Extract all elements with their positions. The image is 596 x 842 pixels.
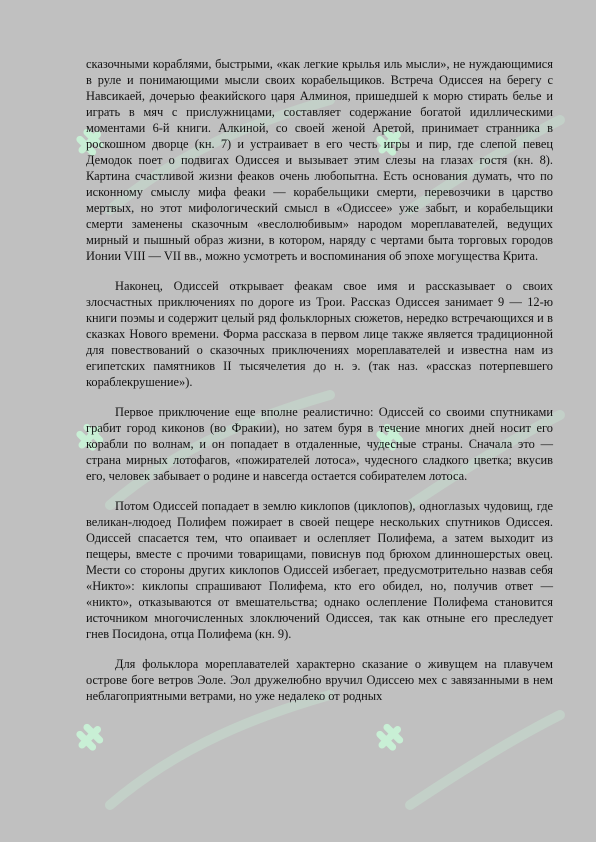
paragraph: Потом Одиссей попадает в землю киклопов (циклопов), одноглазых чудовищ, где великан-людоед Полифем пожирает в своей пещере нескольких спутников Одиссея. Одиссей спасается тем, что опаивает и ослепляет Полифема, а затем выходит из пещеры, вместе с прочими товарищами, повиснув под брюхом длинношерстых овец. Мести со стороны других киклопов Одиссей избегает, предусмотрительно назвав себя «Никто»: киклопы спрашивают Полифема, кто его обидел, но, получив ответ — «никто», отказываются от вмешательства; однако ослепление Полифема становится источником многочисленных злоключений Одиссея, так как отныне его преследует гнев Посидона, отца Полифема (кн. 9). [86,499,553,641]
watermark-mark-center-3 [376,723,404,751]
paragraph: сказочными кораблями, быстрыми, «как легкие крылья иль мысли», не нуждающимися в руле и понимающими мысли своих корабельщиков. Встреча Одиссея на берегу с Навсикаей, дочерью феакийского царя Алминоя, пришедшей к морю стирать белье и играть в мяч с прислужницами, составляет содержание богатой идиллическими моментами 6-й книги. Алкиной, со своей женой Аретой, принимает странника в роскошном дворце (кн. 7) и устраивает в его честь игры и пир, где слепой певец Демодок поет о подвигах Одиссея и вызывает этим слезы на глазах гостя (кн. 8). Картина счастливой жизни феаков очень любопытна. Есть основания думать, что по исконному смыслу мифа феаки — корабельщики смерти, перевозчики в царство мертвых, но этот мифологический смысл в «Одиссее» уже забыт, и корабельщики смерти заменены сказочным «веслолюбивым» народом мореплавателей, ведущих мирный и пышный образ жизни, в котором, наряду с чертами быта торговых городов Ионии VIII — VII вв., можно усмотреть и воспоминания об эпохе могущества Крита. [86,57,553,263]
watermark-swoosh-right-bot [410,715,560,805]
body-text [86,56,553,718]
watermark-mark-left-3 [76,723,104,751]
paragraph: Для фольклора мореплавателей характерно сказание о живущем на плавучем острове боге ветров Эоле. Эол дружелюбно вручил Одиссею мех с завязанными в нем неблагоприятными ветрами, но уже недалеко от родных [86,657,553,703]
paragraph: Первое приключение еще вполне реалистично: Одиссей со своими спутниками грабит город киконов (во Фракии), но затем буря в течение многих дней носит его корабли по волнам, и он попадает в отдаленные, чудесные страны. Сначала это — страна мирных лотофагов, «пожирателей лотоса», чудесного сладкого цветка; вкусив его, человек забывает о родине и навсегда остается собирателем лотоса. [86,405,553,483]
paragraph: Наконец, Одиссей открывает феакам свое имя и рассказывает о своих злосчастных приключениях по дороге из Трои. Рассказ Одиссея занимает 9 — 12-ю книги поэмы и содержит целый ряд фольклорных сюжетов, нередко встречающихся и в сказках Нового времени. Форма рассказа в первом лице также является традиционной для повествований о сказочных приключениях мореплавателей и известна нам из египетских памятников II тысячелетия до н. э. (так наз. «рассказ потерпевшего кораблекрушение»). [86,279,553,389]
